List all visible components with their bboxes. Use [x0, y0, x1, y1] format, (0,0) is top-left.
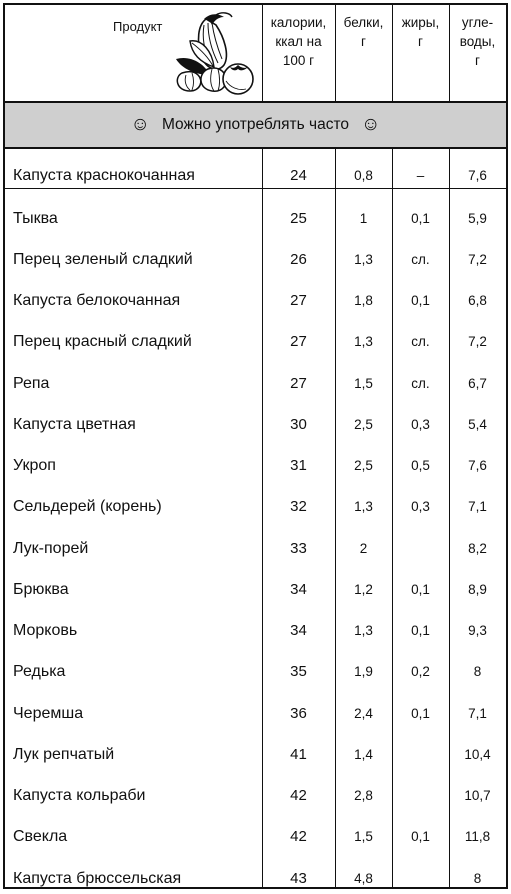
protein-value: 1 — [359, 211, 368, 226]
product-name: Лук репчатый — [13, 746, 115, 763]
nutrition-table — [3, 3, 508, 889]
product-name: Капуста белокочанная — [13, 292, 181, 309]
table-row — [5, 616, 506, 646]
carbs-value: 6,8 — [468, 293, 487, 308]
table-row — [5, 245, 506, 275]
product-name: Черемша — [13, 705, 84, 722]
product-name: Перец зеленый сладкий — [13, 251, 193, 268]
product-name: Капуста цветная — [13, 416, 136, 433]
calories-value: 24 — [290, 167, 307, 184]
carbs-value: 8 — [473, 871, 482, 886]
product-name: Укроп — [13, 457, 56, 474]
calories-value: 36 — [290, 705, 307, 722]
table-row — [5, 575, 506, 605]
protein-value: 1,3 — [354, 334, 373, 349]
calories-value: 27 — [290, 292, 307, 309]
table-row — [5, 492, 506, 522]
fat-value: 0,1 — [411, 829, 430, 844]
carbs-value: 8,2 — [468, 541, 487, 556]
protein-value: 2,5 — [354, 417, 373, 432]
product-name: Капуста краснокочанная — [13, 167, 195, 184]
carbs-value: 7,1 — [468, 499, 487, 514]
carbs-value: 6,7 — [468, 376, 487, 391]
header-product: Продукт — [113, 19, 163, 34]
carbs-value: 8 — [473, 664, 482, 679]
product-name: Брюква — [13, 581, 69, 598]
calories-value: 31 — [290, 457, 307, 474]
vegetables-illustration-icon — [168, 11, 260, 97]
table-row — [5, 781, 506, 811]
table-row — [5, 286, 506, 316]
fat-value: 0,1 — [411, 623, 430, 638]
fat-value: сл. — [411, 252, 430, 267]
fat-value: сл. — [411, 376, 430, 391]
fat-value: 0,1 — [411, 293, 430, 308]
product-name: Редька — [13, 663, 66, 680]
fat-value: 0,1 — [411, 211, 430, 226]
header-carbs: угле- воды, г — [459, 15, 496, 68]
protein-value: 0,8 — [354, 168, 373, 183]
table-row — [5, 864, 506, 894]
calories-value: 26 — [290, 251, 307, 268]
carbs-value: 5,4 — [468, 417, 487, 432]
product-name: Свекла — [13, 828, 68, 845]
header-calories: калории, ккал на 100 г — [270, 15, 327, 68]
protein-value: 2,5 — [354, 458, 373, 473]
product-name: Перец красный сладкий — [13, 333, 192, 350]
carbs-value: 10,4 — [464, 747, 491, 762]
fat-value: 0,3 — [411, 499, 430, 514]
calories-value: 30 — [290, 416, 307, 433]
table-row — [5, 204, 506, 234]
protein-value: 4,8 — [354, 871, 373, 886]
protein-value: 1,4 — [354, 747, 373, 762]
calories-value: 41 — [290, 746, 307, 763]
section-often — [5, 103, 506, 149]
carbs-value: 11,8 — [464, 829, 491, 844]
product-name: Тыква — [13, 210, 58, 227]
protein-value: 2 — [359, 541, 368, 556]
product-name: Капуста кольраби — [13, 787, 146, 804]
table-row — [5, 451, 506, 481]
protein-value: 1,9 — [354, 664, 373, 679]
table-header — [5, 5, 506, 103]
fat-value: 0,2 — [411, 664, 430, 679]
table-row — [5, 740, 506, 770]
fat-value: 0,5 — [411, 458, 430, 473]
table-row — [5, 822, 506, 852]
carbs-value: 7,2 — [468, 334, 487, 349]
carbs-value: 7,6 — [468, 458, 487, 473]
calories-value: 25 — [290, 210, 307, 227]
calories-value: 34 — [290, 622, 307, 639]
product-name: Репа — [13, 375, 50, 392]
carbs-value: 8,9 — [468, 582, 487, 597]
carbs-value: 5,9 — [468, 211, 487, 226]
protein-value: 1,3 — [354, 623, 373, 638]
protein-value: 2,4 — [354, 706, 373, 721]
calories-value: 35 — [290, 663, 307, 680]
table-row — [5, 327, 506, 357]
product-name: Лук-порей — [13, 540, 89, 557]
calories-value: 27 — [290, 375, 307, 392]
carbs-value: 9,3 — [468, 623, 487, 638]
header-fat: жиры, г — [401, 15, 440, 49]
table-row — [5, 369, 506, 399]
calories-value: 32 — [290, 498, 307, 515]
protein-value: 1,2 — [354, 582, 373, 597]
fat-value: 0,3 — [411, 417, 430, 432]
carbs-value: 7,6 — [468, 168, 487, 183]
fat-value: 0,1 — [411, 706, 430, 721]
protein-value: 1,5 — [354, 376, 373, 391]
calories-value: 33 — [290, 540, 307, 557]
table-row — [5, 410, 506, 440]
fat-value: сл. — [411, 334, 430, 349]
calories-value: 42 — [290, 828, 307, 845]
carbs-value: 7,1 — [468, 706, 487, 721]
protein-value: 1,5 — [354, 829, 373, 844]
product-name: Капуста брюссельская — [13, 870, 182, 887]
fat-value: 0,1 — [411, 582, 430, 597]
protein-value: 1,3 — [354, 252, 373, 267]
protein-value: 1,8 — [354, 293, 373, 308]
smiley-icon: ☺ — [130, 114, 150, 135]
table-row — [5, 699, 506, 729]
table-row — [5, 161, 506, 191]
table-row — [5, 534, 506, 564]
protein-value: 2,8 — [354, 788, 373, 803]
calories-value: 34 — [290, 581, 307, 598]
carbs-value: 7,2 — [468, 252, 487, 267]
product-name: Морковь — [13, 622, 78, 639]
section-label: Можно употреблять часто — [161, 116, 350, 133]
calories-value: 43 — [290, 870, 307, 887]
table-row — [5, 657, 506, 687]
header-protein: белки, г — [343, 15, 384, 49]
protein-value: 1,3 — [354, 499, 373, 514]
product-name: Сельдерей (корень) — [13, 498, 162, 515]
smiley-icon: ☺ — [361, 114, 381, 135]
calories-value: 27 — [290, 333, 307, 350]
fat-value: – — [416, 168, 425, 183]
carbs-value: 10,7 — [464, 788, 491, 803]
calories-value: 42 — [290, 787, 307, 804]
